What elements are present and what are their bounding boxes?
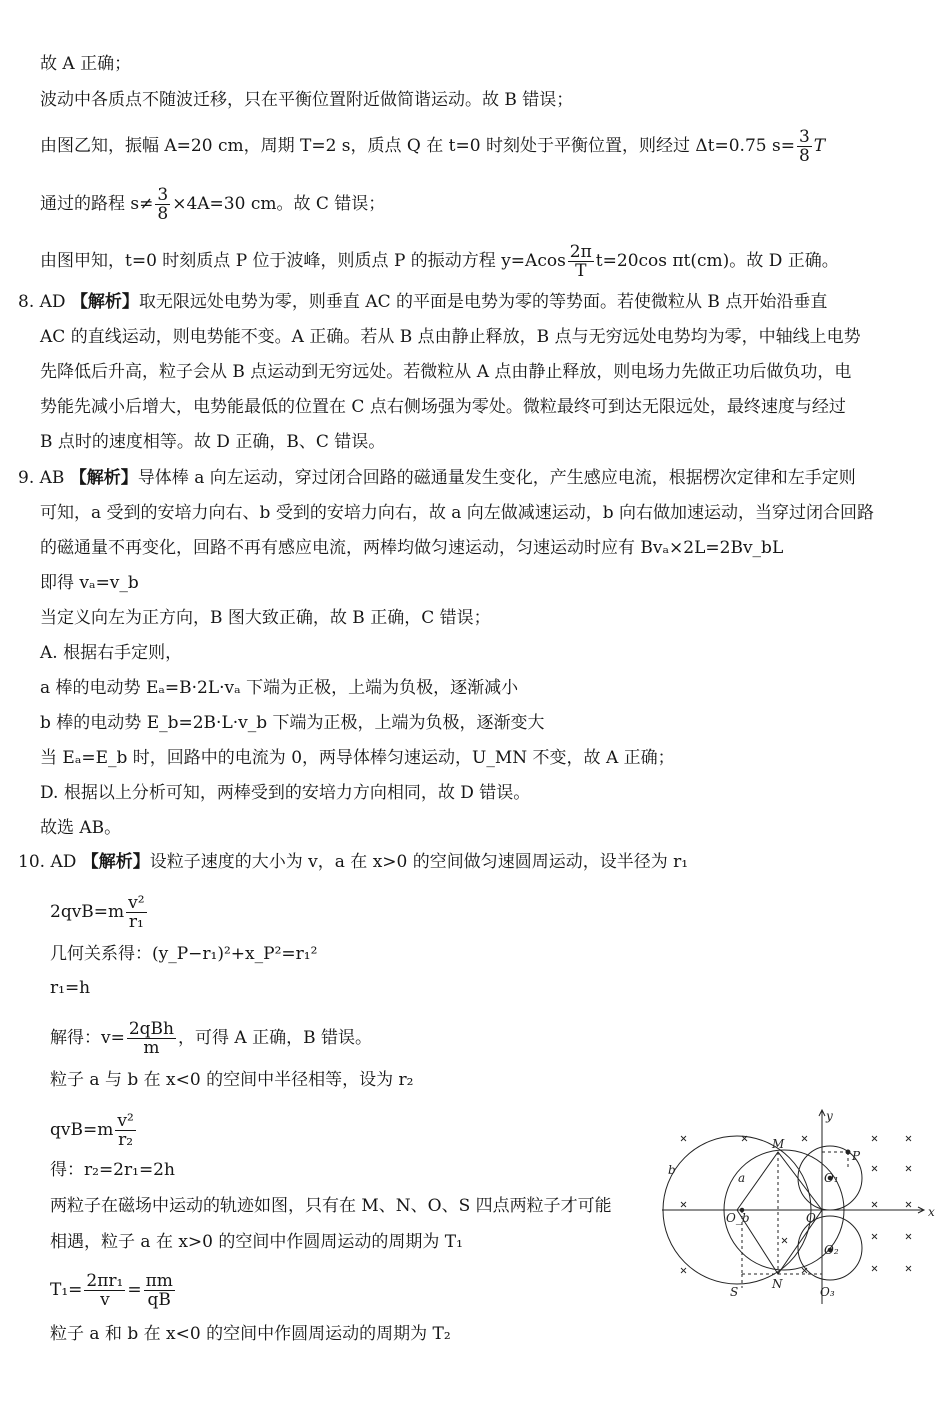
q9-text-1: 导体棒 a 向左运动，穿过闭合回路的磁通量发生变化，产生感应电流，根据楞次定律和左手定则 [137,468,856,488]
analysis-tag: 【解析】 [70,292,139,312]
label-o3: O₃ [820,1285,835,1299]
q8-line-3: 先降低后升高，粒子会从 B 点运动到无穷远处。若微粒从 A 点由静止释放，则电场力先做正功后做负功，电 [40,362,852,382]
q10-eq-2: 几何关系得：(y_P−r₁)²+x_P²=r₁² [50,944,318,964]
trajectory-diagram [662,1108,940,1308]
fraction-numerator: 2qBh [128,1019,174,1039]
q9-line-3: 的磁通量不再变化，回路不再有感应电流，两棒均做匀速运动，匀速运动时应有 Bvₐ×2L=2Bv_bL [40,538,784,558]
s7-l4-text: 通过的路程 s≠ [40,194,154,214]
fraction [797,128,812,165]
label-a: a [738,1171,746,1185]
q10-line-1 [18,850,688,874]
analysis-tag: 【解析】 [81,852,150,872]
s7-l5-tail: t=20cos πt(cm)。故 D 正确。 [595,251,839,271]
q9-line-11: 故选 AB。 [40,818,122,838]
fraction [155,186,170,223]
q8-line-5: B 点时的速度相等。故 D 正确，B、C 错误。 [40,432,386,452]
label-o1: O₁ [824,1171,839,1185]
fraction-numerator: v² [117,1111,134,1131]
q8-text-1: 取无限远处电势为零，则垂直 AC 的平面是电势为零的等势面。若使微粒从 B 点开始沿垂直 [138,292,828,312]
label-m: M [772,1137,785,1151]
s7-line-1: 故 A 正确； [40,54,132,74]
s7-line-3 [40,128,825,165]
fraction-numerator: 3 [157,185,169,205]
fraction [84,1272,125,1309]
label-ob: O_b [726,1211,750,1225]
fraction-denominator: 8 [798,146,810,166]
q8-line-2: AC 的直线运动，则电势能不变。A 正确。若从 B 点由静止释放，B 点与无穷远处电势均为零，中轴线上电势 [40,327,861,347]
fraction-numerator: 3 [798,127,810,147]
eq-text: qvB=m [50,1120,114,1140]
fraction-denominator: r₂ [118,1130,134,1150]
fraction [144,1272,175,1309]
s7-l3-text: 由图乙知，振幅 A=20 cm，周期 T=2 s，质点 Q 在 t=0 时刻处于平衡位置，则经过 Δt=0.75 s= [40,136,795,156]
q9-line-2: 可知，a 受到的安培力向右、b 受到的安培力向右，故 a 向左做减速运动，b 向右做加速运动，当穿过闭合回路 [40,503,875,523]
label-x: x [928,1205,935,1219]
s7-l4-tail: ×4A=30 cm。故 C 错误； [172,194,386,214]
q10-eq-10 [50,1272,177,1309]
q9-line-6: A. 根据右手定则， [40,643,183,663]
fraction-numerator: πm [145,1271,173,1291]
q8-line-1 [18,290,827,314]
analysis-tag: 【解析】 [69,468,138,488]
fraction [115,1112,135,1149]
q9-line-9: 当 Eₐ=E_b 时，回路中的电流为 0，两导体棒匀速运动，U_MN 不变，故 A 正确； [40,748,675,768]
fraction-denominator: m [143,1038,160,1058]
eq-text: 2qvB=m [50,902,125,922]
q9-line-1 [18,466,856,490]
eq-text: 解得：v= [50,1028,125,1048]
q10-eq-11: 粒子 a 和 b 在 x<0 的空间中作圆周运动的周期为 T₂ [50,1324,451,1344]
q10-eq-3: r₁=h [50,978,91,998]
fraction [127,1020,176,1057]
point-p [846,1150,850,1154]
s7-line-5 [40,243,839,280]
q10-eq-5: 粒子 a 与 b 在 x<0 的空间中半径相等，设为 r₂ [50,1070,414,1090]
s7-l5-text: 由图甲知，t=0 时刻质点 P 位于波峰，则质点 P 的振动方程 y=Acos [40,251,566,271]
eq-text: T₁= [50,1280,83,1300]
field-crosses [681,1136,911,1273]
label-n: N [772,1277,783,1291]
label-b: b [668,1163,676,1177]
label-o: O [806,1211,816,1225]
eq-equals: = [127,1280,142,1300]
q10-eq-1 [50,894,149,931]
fraction-denominator: 8 [157,204,169,224]
eq-tail: ，可得 A 正确，B 错误。 [178,1028,372,1048]
s7-l3-tail: T [813,136,826,156]
fraction-denominator: v [100,1290,110,1310]
q9-line-8: b 棒的电动势 E_b=2B·L·v_b 下端为正极，上端为负极，逐渐变大 [40,713,545,733]
q10-eq-4 [50,1020,372,1057]
q9-line-10: D. 根据以上分析可知，两棒受到的安培力方向相同，故 D 错误。 [40,783,531,803]
s7-line-2: 波动中各质点不随波迁移，只在平衡位置附近做简谐运动。故 B 错误； [40,90,574,110]
q8-number: 8. AD [18,292,66,312]
fraction-numerator: 2πr₁ [86,1271,124,1291]
q10-text-1: 设粒子速度的大小为 v，a 在 x>0 的空间做匀速圆周运动，设半径为 r₁ [149,852,689,872]
label-y: y [826,1109,833,1123]
q10-number: 10. AD [18,852,77,872]
q10-eq-7: 得：r₂=2r₁=2h [50,1160,175,1180]
label-o2: O₂ [824,1243,839,1257]
fraction-numerator: v² [128,893,145,913]
fraction-denominator: T [575,261,587,281]
fraction-numerator: 2π [569,242,592,262]
q9-line-4: 即得 vₐ=v_b [40,573,139,593]
fraction-denominator: r₁ [128,912,144,932]
fraction [568,243,594,280]
q10-eq-9: 相遇，粒子 a 在 x>0 的空间中作圆周运动的周期为 T₁ [50,1232,463,1252]
q10-eq-8: 两粒子在磁场中运动的轨迹如图，只有在 M、N、O、S 四点两粒子才可能 [50,1196,612,1216]
q9-line-5: 当定义向左为正方向，B 图大致正确，故 B 正确，C 错误； [40,608,491,628]
label-s: S [730,1285,739,1299]
s7-line-4 [40,186,385,223]
q10-eq-6 [50,1112,138,1149]
label-p: P [852,1149,861,1163]
q9-number: 9. AB [18,468,65,488]
q9-line-7: a 棒的电动势 Eₐ=B·2L·vₐ 下端为正极，上端为负极，逐渐减小 [40,678,519,698]
q8-line-4: 势能先减小后增大，电势能最低的位置在 C 点右侧场强为零处。微粒最终可到达无限远处，最终速度与经过 [40,397,846,417]
fraction [126,894,146,931]
fraction-denominator: qB [147,1290,171,1310]
